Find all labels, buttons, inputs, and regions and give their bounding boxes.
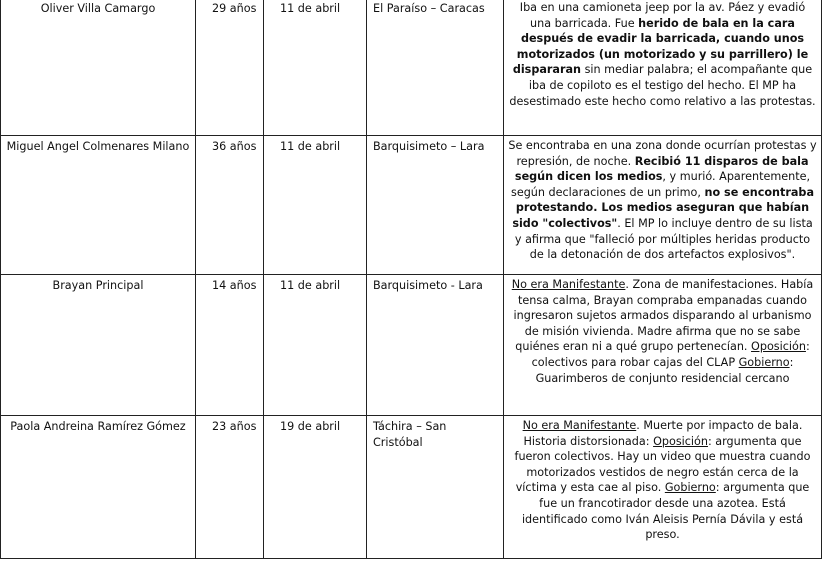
- incident-description: [504, 136, 822, 275]
- desc-segment-bold: herido de bala en la cara después de evadir la barricada, cuando unos motorizados (un motorizado y su parrillero) le dispararan: [512, 16, 809, 77]
- incident-date: 11 de abril: [264, 275, 367, 416]
- incident-date: 19 de abril: [264, 416, 367, 559]
- incident-description: [504, 416, 822, 559]
- desc-segment: . Muerte por impacto de bala. Historia distorsionada:: [523, 419, 803, 448]
- desc-segment: : colectivos para robar cajas del CLAP: [531, 340, 810, 369]
- incident-place: Barquisimeto - Lara: [367, 275, 504, 416]
- table-row: [1, 136, 822, 275]
- desc-segment-underlined: No era Manifestante: [511, 278, 626, 291]
- victim-age: 29 años: [196, 0, 264, 136]
- victim-age: 14 años: [196, 275, 264, 416]
- desc-segment: , y murió. Aparentemente, según declaraciones de un primo,: [510, 170, 811, 199]
- desc-segment: sin mediar palabra; el acompañante que iba de copiloto es el testigo del hecho. El MP ha desestimado este hecho como relativo a las protestas.: [509, 63, 816, 108]
- victim-name: Paola Andreina Ramírez Gómez: [1, 416, 196, 559]
- desc-segment-underlined: No era Manifestante: [522, 419, 637, 432]
- incident-description: [504, 0, 822, 136]
- desc-segment-underlined: Gobierno: [738, 355, 790, 369]
- incident-place: Táchira – San Cristóbal: [367, 416, 504, 559]
- victim-age: 36 años: [196, 136, 264, 275]
- table-row: [1, 0, 822, 136]
- desc-segment-underlined: Oposición: [751, 340, 806, 354]
- incident-date: 11 de abril: [264, 0, 367, 136]
- victim-age: 23 años: [196, 416, 264, 559]
- desc-segment: : Guarimberos de conjunto residencial cercano: [535, 355, 794, 385]
- incident-date: 11 de abril: [264, 136, 367, 275]
- desc-segment-underlined: Gobierno: [664, 481, 716, 495]
- desc-segment: . Zona de manifestaciones. Había tensa calma, Brayan compraba empanadas cuando ingresaron sujetos armados disparando al urbanismo de misión vivienda. Madre afirma que no se sabe quiénes eran ni a qué grupo pertenecían.: [513, 278, 814, 354]
- desc-segment: : argumenta que fue un francotirador desde una azotea. Está identificado como Iván Aleisis Pernía Dávila y está preso.: [521, 481, 810, 542]
- victim-name: Brayan Principal: [1, 275, 196, 416]
- desc-segment-underlined: Oposición: [653, 434, 708, 448]
- desc-segment: : argumenta que fueron colectivos. Hay un video que muestra cuando motorizados vestidos de negro están cerca de la víctima y esta cae al piso.: [514, 434, 811, 495]
- victim-name: Oliver Villa Camargo: [1, 0, 196, 136]
- desc-segment-bold: no se encontraba protestando. Los medios aseguran que habían sido "colectivos": [512, 185, 814, 230]
- incident-description: [504, 275, 822, 416]
- incident-place: El Paraíso – Caracas: [367, 0, 504, 136]
- table-row: [1, 416, 822, 559]
- incident-place: Barquisimeto – Lara: [367, 136, 504, 275]
- desc-segment: . El MP lo incluye dentro de su lista y afirma que "falleció por múltiples heridas producto de la detonación de dos artefactos explosivos".: [514, 216, 813, 262]
- desc-segment-bold: Recibió 11 disparos de bala según dicen los medios: [514, 154, 809, 184]
- desc-segment: Se encontraba en una zona donde ocurrían protestas y represión, de noche.: [508, 139, 817, 168]
- table-row: [1, 275, 822, 416]
- victim-name: Miguel Angel Colmenares Milano: [1, 136, 196, 275]
- desc-segment: Iba en una camioneta jeep por la av. Páez y evadió una barricada. Fue: [519, 1, 806, 30]
